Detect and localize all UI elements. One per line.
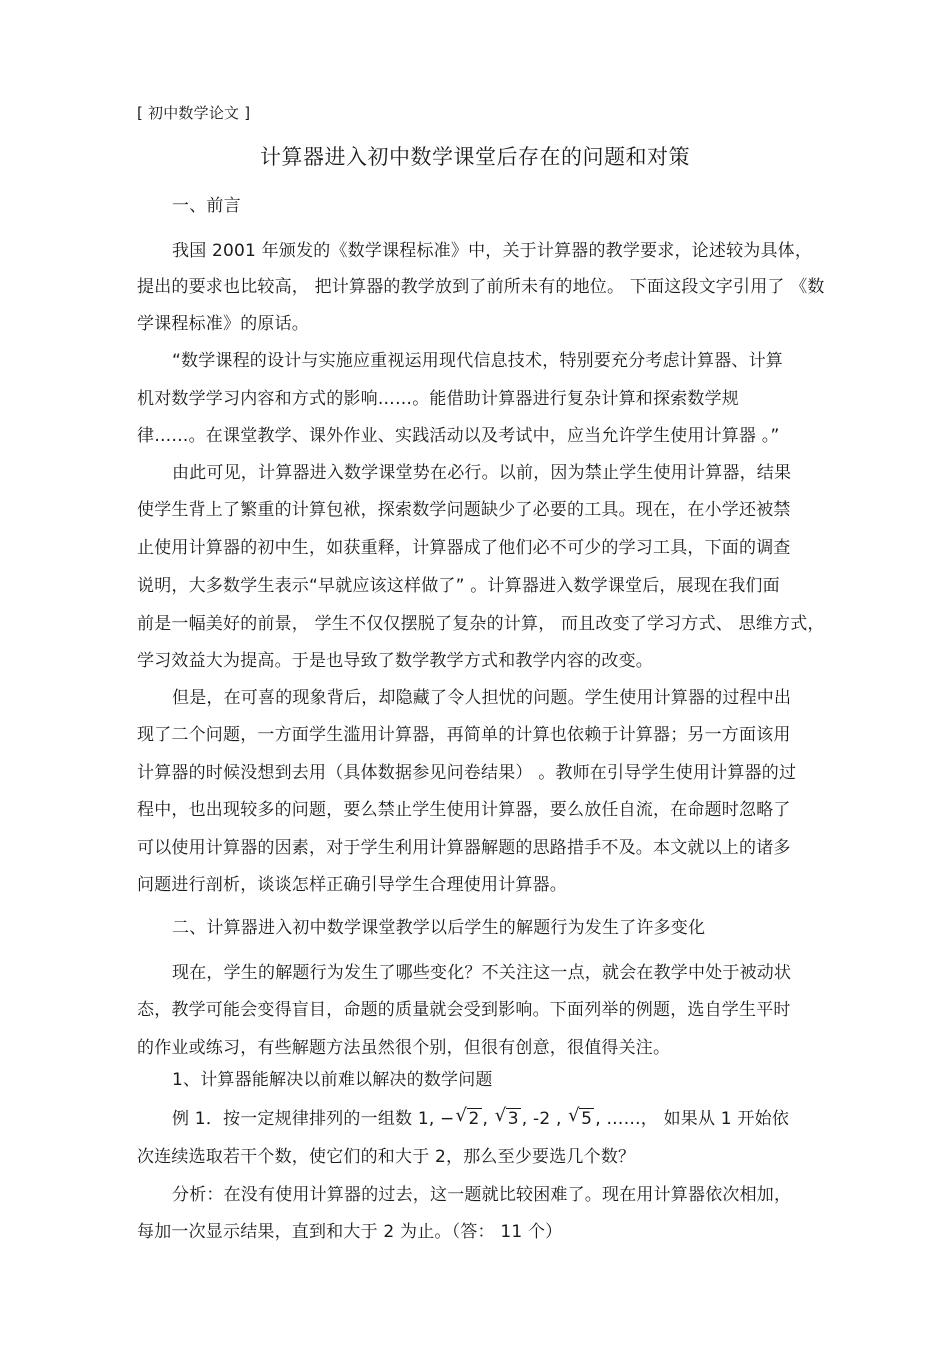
paper-title: 计算器进入初中数学课堂后存在的问题和对策 <box>260 145 690 169</box>
paragraph-line: 我国 2001 年颁发的《数学课程标准》中，关于计算器的教学要求，论述较为具体， <box>172 241 813 261</box>
paragraph-line: 现了二个问题，一方面学生滥用计算器，再简单的计算也依赖于计算器；另一方面该用 <box>137 725 791 745</box>
paragraph-line: 计算器的时候没想到去用（具体数据参见问卷结果） 。教师在引导学生使用计算器的过 <box>137 763 797 783</box>
paragraph-line: 学习效益大为提高。于是也导致了数学教学方式和教学内容的改变。 <box>137 651 653 671</box>
analysis-line: 分析：在没有使用计算器的过去，这一题就比较困难了。现在用计算器依次相加， <box>172 1185 792 1205</box>
paragraph-line: 但是，在可喜的现象背后，却隐藏了令人担忧的问题。学生使用计算器的过程中出 <box>172 688 792 708</box>
paragraph-line: 前是一幅美好的前景， 学生不仅仅摆脱了复杂的计算， 而且改变了学习方式、 思维方式， <box>137 614 825 634</box>
radical-sign-icon: √ <box>494 1105 507 1126</box>
paragraph-line: 可以使用计算器的因素，对于学生利用计算器解题的思路措手不及。本文就以上的诸多 <box>137 838 791 858</box>
analysis-line: 每加一次显示结果，直到和大于 2 为止。（答： 11 个） <box>137 1222 563 1242</box>
quote-line: “数学课程的设计与实施应重视运用现代信息技术，特别要充分考虑计算器、计算 <box>172 351 784 371</box>
section-heading-changes: 二、计算器进入初中数学课堂教学以后学生的解题行为发生了许多变化 <box>172 918 706 938</box>
radical-sign-icon: √ <box>568 1105 580 1126</box>
paragraph-line: 问题进行剖析，谈谈怎样正确引导学生合理使用计算器。 <box>137 875 567 895</box>
paragraph-line: 的作业或练习，有些解题方法虽然很个别，但很有创意，很值得关注。 <box>137 1038 671 1058</box>
paragraph-line: 使学生背上了繁重的计算包袱，探索数学问题缺少了必要的工具。现在，在小学还被禁 <box>137 500 791 520</box>
paragraph-line: 态，教学可能会变得盲目，命题的质量就会受到影响。下面列举的例题，选自学生平时 <box>137 1000 791 1020</box>
paragraph-line: 现在，学生的解题行为发生了哪些变化？不关注这一点，就会在教学中处于被动状 <box>172 963 792 983</box>
sqrt-2: √ 2 <box>455 1105 480 1129</box>
section-heading-intro: 一、前言 <box>172 196 241 216</box>
quote-line: 律……。在课堂教学、课外作业、实践活动以及考试中，应当允许学生使用计算器 。” <box>137 426 780 446</box>
example-lead: 例 1．按一定规律排列的一组数 1, − <box>172 1109 455 1129</box>
paragraph-line: 止使用计算器的初中生，如获重释，计算器成了他们必不可少的学习工具，下面的调查 <box>137 538 791 558</box>
sqrt-5: √ 5 <box>568 1105 593 1129</box>
example-line: 次连续选取若干个数，使它们的和大于 2，那么至少要选几个数？ <box>137 1147 636 1167</box>
paragraph-line: 学课程标准》的原话。 <box>137 314 309 334</box>
paragraph-line: 说明，大多数学生表示“早就应该这样做了” 。计算器进入数学课堂后，展现在我们面 <box>137 576 780 596</box>
example-line: 例 1．按一定规律排列的一组数 1, − √ 2 , √ 3 , -2 , √ 5 , ……， 如果从 1 开始依 <box>172 1105 790 1129</box>
subsection-heading: 1、计算器能解决以前难以解决的数学问题 <box>172 1070 493 1090</box>
paragraph-line: 程中，也出现较多的问题，要么禁止学生使用计算器，要么放任自流，在命题时忽略了 <box>137 800 791 820</box>
sqrt-3: √ 3 <box>494 1105 519 1129</box>
paragraph-line: 提出的要求也比较高， 把计算器的教学放到了前所未有的地位。 下面这段文字引用了 《数 <box>137 277 825 297</box>
paragraph-line: 由此可见，计算器进入数学课堂势在必行。以前，因为禁止学生使用计算器，结果 <box>172 463 792 483</box>
category-tag: [ 初中数学论文 ] <box>137 104 251 122</box>
radical-sign-icon: √ <box>455 1105 468 1126</box>
quote-line: 机对数学学习内容和方式的影响……。能借助计算器进行复杂计算和探索数学规 <box>137 389 739 409</box>
